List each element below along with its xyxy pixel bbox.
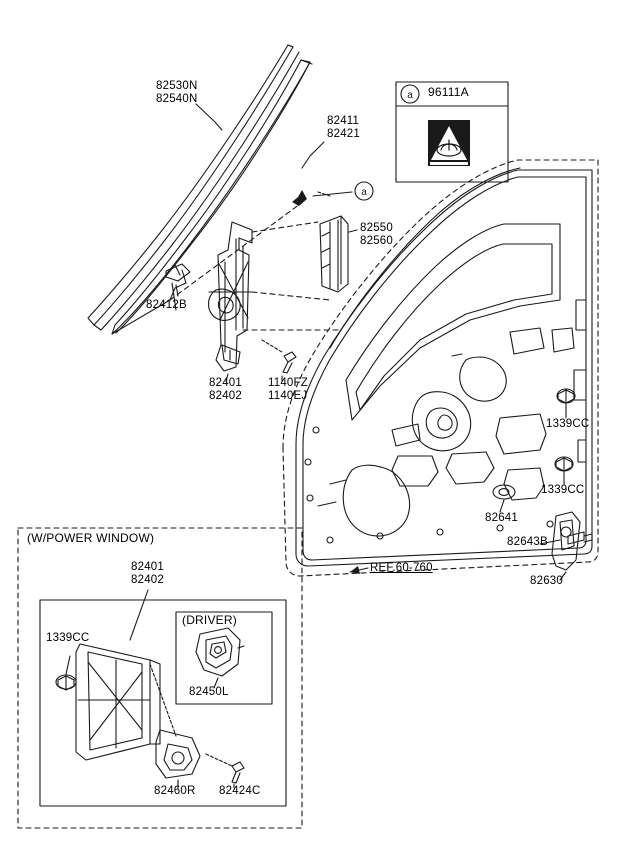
bolt-1140FZ <box>262 340 296 381</box>
leader-82401-inset <box>130 590 148 640</box>
label-power-window: (W/POWER WINDOW) <box>27 531 155 545</box>
label-82630: 82630 <box>530 575 563 587</box>
label-82401: 82401 <box>209 377 242 389</box>
label-82412B: 82412B <box>146 299 187 311</box>
label-82540N: 82540N <box>156 93 198 105</box>
label-1339CC-lower: 1339CC <box>541 484 585 496</box>
window-glass-outline <box>88 45 310 334</box>
nut-1339CC-upper <box>557 389 575 418</box>
channel-82550 <box>320 216 348 292</box>
label-82560: 82560 <box>360 235 393 247</box>
label-driver: (DRIVER) <box>182 613 237 627</box>
bolt-82424C-inset <box>206 754 244 788</box>
svg-text:a: a <box>361 187 367 198</box>
label-82450L: 82450L <box>189 686 229 698</box>
nut-1339CC-inset <box>56 656 76 690</box>
label-82411: 82411 <box>327 115 360 127</box>
label-96111A: 96111A <box>428 85 469 99</box>
label-82460R: 82460R <box>154 785 196 797</box>
label-82424C: 82424C <box>219 785 261 797</box>
svg-text:WARNING: WARNING <box>437 168 461 174</box>
label-82402: 82402 <box>209 390 242 402</box>
label-1140FZ: 1140FZ <box>268 377 308 389</box>
label-82643B: 82643B <box>507 536 548 548</box>
label-1339CC-upper: 1339CC <box>546 418 590 430</box>
label-82530N: 82530N <box>156 80 198 92</box>
assembly-guides <box>170 204 340 330</box>
label-82421: 82421 <box>327 128 360 140</box>
label-82401-inset: 82401 <box>131 561 164 573</box>
leader-82530N <box>196 104 222 130</box>
label-reference: REF.60-760 <box>370 562 433 574</box>
leader-82411 <box>302 142 324 168</box>
label-1140EJ: 1140EJ <box>268 390 308 402</box>
label-1339CC-inset: 1339CC <box>46 632 90 644</box>
label-82550: 82550 <box>360 222 393 234</box>
callout-a-leader <box>292 182 373 206</box>
nut-1339CC-lower <box>555 457 573 484</box>
handle-82630 <box>552 512 580 580</box>
svg-text:a: a <box>407 90 413 101</box>
label-82641: 82641 <box>485 512 518 524</box>
label-82402-inset: 82402 <box>131 574 164 586</box>
leader-82550 <box>349 230 357 232</box>
